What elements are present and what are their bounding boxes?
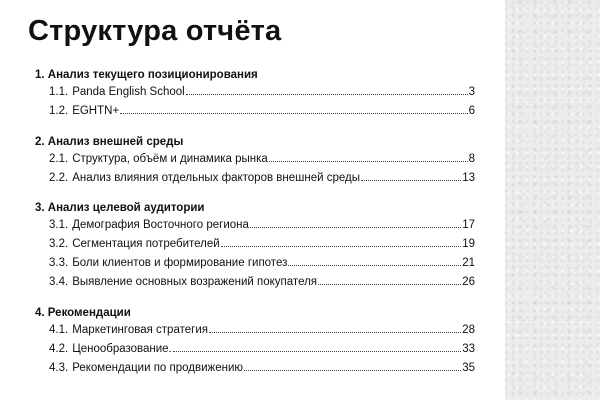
toc-entry: [35, 340, 475, 359]
toc-entry-page-number: 3: [468, 86, 475, 98]
toc-entry-title: Рекомендации по продвижению: [72, 361, 244, 374]
dot-leader: [186, 94, 468, 95]
toc-entry-page-number: 8: [468, 152, 475, 165]
toc-entry: [35, 83, 475, 102]
dot-leader: [288, 265, 461, 266]
toc-entry: [35, 169, 475, 188]
dot-leader: [244, 370, 461, 371]
toc-entry-number: 3.3.: [49, 257, 69, 269]
toc-entry-title: Анализ влияния отдельных факторов внешней среды: [72, 171, 360, 184]
paper-texture-background: [505, 0, 600, 400]
toc-section: [35, 305, 475, 378]
toc-section-heading: 1. Анализ текущего позиционирования: [35, 69, 258, 81]
toc-entry-page-number: 6: [468, 105, 475, 117]
toc-entry-title: Маркетинговая стратегия: [72, 323, 208, 336]
dot-leader: [361, 180, 461, 181]
toc-entry-title: Выявление основных возражений покупателя: [72, 276, 318, 288]
toc-entry-title: Panda English School: [72, 86, 185, 98]
toc-entry: [35, 321, 475, 340]
toc-entry: [35, 359, 475, 378]
toc-entry-page-number: 21: [462, 257, 475, 269]
toc-section: [35, 134, 475, 188]
dot-leader: [209, 332, 461, 333]
toc-section: [35, 200, 475, 292]
toc-entry-number: 4.1.: [49, 323, 69, 336]
toc-entry-number: 2.1.: [49, 152, 69, 165]
toc-entry: [35, 273, 475, 292]
toc-entry-title: Ценообразование.: [72, 342, 172, 355]
toc-entry: [35, 150, 475, 169]
toc-entry-page-number: 19: [462, 238, 475, 250]
dot-leader: [269, 161, 468, 162]
toc-entry: [35, 216, 475, 235]
toc-entry-number: 2.2.: [49, 171, 69, 184]
toc-entry-number: 3.1.: [49, 219, 69, 231]
toc-entry-number: 1.2.: [49, 105, 69, 117]
toc-entry-page-number: 17: [462, 219, 475, 231]
dot-leader: [250, 227, 461, 228]
dot-leader: [120, 113, 467, 114]
toc-entry-page-number: 28: [462, 323, 475, 336]
toc-entry-title: Структура, объём и динамика рынка: [72, 152, 268, 165]
toc-entry: [35, 102, 475, 121]
dot-leader: [318, 284, 461, 285]
toc-entry-number: 4.2.: [49, 342, 69, 355]
toc-entry-page-number: 33: [462, 342, 475, 355]
table-of-contents: [35, 67, 475, 390]
toc-entry-page-number: 35: [462, 361, 475, 374]
toc-section-heading: 4. Рекомендации: [35, 306, 131, 319]
toc-entry-title: Боли клиентов и формирование гипотез: [72, 257, 288, 269]
page-title: Структура отчёта: [28, 15, 282, 47]
toc-entry-title: Демография Восточного региона: [72, 219, 249, 231]
toc-entry-number: 1.1.: [49, 86, 69, 98]
toc-entry-number: 3.2.: [49, 238, 69, 250]
toc-entry-page-number: 13: [462, 171, 475, 184]
toc-entry-number: 4.3.: [49, 361, 69, 374]
toc-section-heading: 3. Анализ целевой аудитории: [35, 202, 205, 214]
toc-entry-number: 3.4.: [49, 276, 69, 288]
dot-leader: [173, 351, 461, 352]
toc-entry-page-number: 26: [462, 276, 475, 288]
toc-section: [35, 67, 475, 121]
toc-entry: [35, 235, 475, 254]
toc-section-heading: 2. Анализ внешней среды: [35, 135, 184, 148]
toc-entry-title: Сегментация потребителей: [72, 238, 220, 250]
dot-leader: [221, 246, 462, 247]
toc-entry: [35, 254, 475, 273]
toc-entry-title: EGHTN+: [72, 105, 120, 117]
